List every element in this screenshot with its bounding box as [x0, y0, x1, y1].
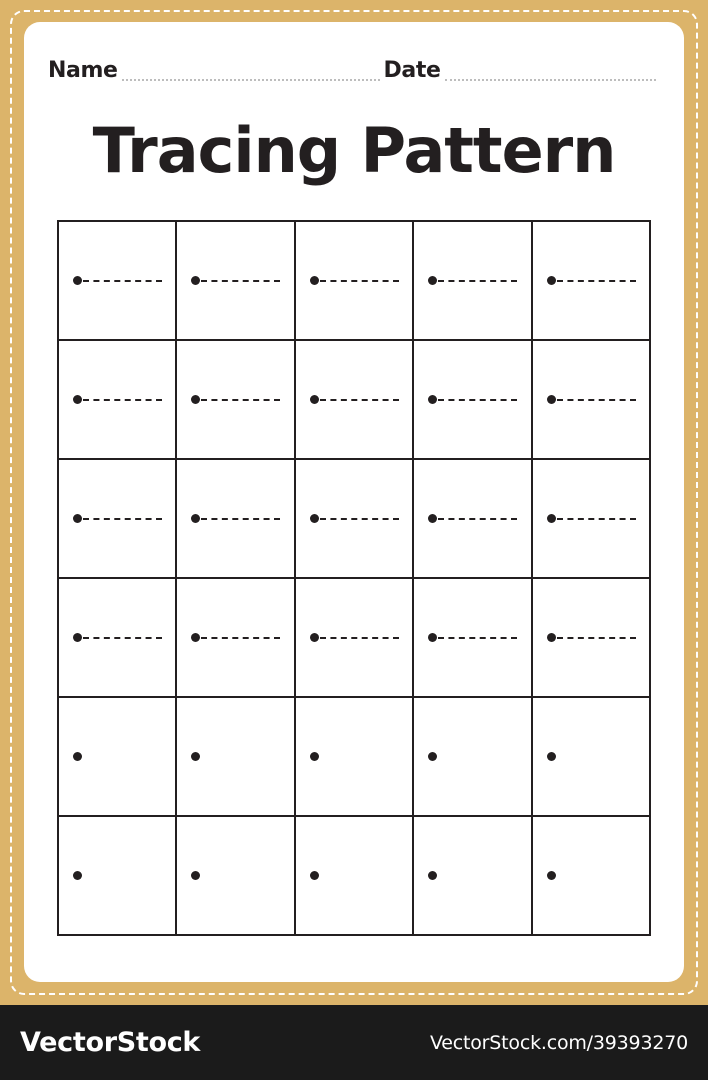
- tracing-cell[interactable]: [533, 579, 651, 698]
- tracing-cell[interactable]: [296, 341, 414, 460]
- vectorstock-id: VectorStock.com/39393270: [429, 1031, 688, 1054]
- tracing-cell[interactable]: [414, 579, 532, 698]
- start-dot-icon: [73, 514, 82, 523]
- dashed-trace-line: [438, 280, 517, 282]
- dashed-trace-line: [557, 637, 636, 639]
- tracing-cell[interactable]: [414, 341, 532, 460]
- start-dot-icon: [191, 871, 200, 880]
- tracing-pattern-mark: [428, 751, 437, 763]
- start-dot-icon: [73, 276, 82, 285]
- start-dot-icon: [428, 276, 437, 285]
- worksheet-sheet: [24, 22, 684, 982]
- tracing-cell[interactable]: [533, 698, 651, 817]
- tracing-cell[interactable]: [296, 698, 414, 817]
- tracing-cell[interactable]: [177, 579, 295, 698]
- dashed-trace-line: [83, 399, 162, 401]
- tracing-cell[interactable]: [59, 579, 177, 698]
- tracing-pattern-mark: [310, 275, 399, 287]
- dashed-trace-line: [320, 399, 399, 401]
- tracing-pattern-mark: [73, 394, 162, 406]
- start-dot-icon: [547, 514, 556, 523]
- name-date-row: [48, 50, 660, 84]
- tracing-cell[interactable]: [533, 222, 651, 341]
- dashed-trace-line: [201, 637, 280, 639]
- tracing-cell[interactable]: [177, 222, 295, 341]
- dashed-trace-line: [438, 637, 517, 639]
- footer-bar: [0, 1005, 708, 1080]
- tracing-cell[interactable]: [59, 341, 177, 460]
- tracing-cell[interactable]: [296, 460, 414, 579]
- dashed-trace-line: [201, 399, 280, 401]
- start-dot-icon: [73, 871, 82, 880]
- tracing-pattern-mark: [547, 394, 636, 406]
- dashed-trace-line: [320, 280, 399, 282]
- tracing-cell[interactable]: [296, 817, 414, 936]
- dashed-trace-line: [438, 518, 517, 520]
- tracing-pattern-mark: [547, 870, 556, 882]
- tracing-pattern-mark: [310, 632, 399, 644]
- tracing-pattern-mark: [73, 870, 82, 882]
- dashed-trace-line: [557, 399, 636, 401]
- tracing-pattern-mark: [428, 394, 517, 406]
- tracing-pattern-mark: [547, 513, 636, 525]
- start-dot-icon: [428, 752, 437, 761]
- tracing-cell[interactable]: [296, 579, 414, 698]
- tracing-cell[interactable]: [533, 460, 651, 579]
- start-dot-icon: [310, 752, 319, 761]
- start-dot-icon: [428, 633, 437, 642]
- dashed-trace-line: [557, 280, 636, 282]
- tracing-pattern-mark: [428, 632, 517, 644]
- tracing-cell[interactable]: [59, 460, 177, 579]
- tracing-cell[interactable]: [59, 698, 177, 817]
- start-dot-icon: [191, 633, 200, 642]
- tracing-pattern-mark: [310, 394, 399, 406]
- dashed-trace-line: [83, 280, 162, 282]
- tracing-pattern-mark: [73, 751, 82, 763]
- tracing-pattern-mark: [191, 751, 200, 763]
- start-dot-icon: [310, 871, 319, 880]
- start-dot-icon: [191, 276, 200, 285]
- tracing-pattern-mark: [310, 870, 319, 882]
- tracing-cell[interactable]: [533, 817, 651, 936]
- tracing-pattern-mark: [547, 751, 556, 763]
- dashed-trace-line: [320, 518, 399, 520]
- name-input-line[interactable]: [122, 59, 380, 81]
- tracing-pattern-mark: [191, 632, 280, 644]
- start-dot-icon: [547, 276, 556, 285]
- start-dot-icon: [191, 752, 200, 761]
- date-label: Date: [383, 58, 441, 83]
- page-title: Tracing Pattern: [92, 114, 616, 187]
- start-dot-icon: [547, 871, 556, 880]
- tracing-pattern-mark: [547, 275, 636, 287]
- tracing-pattern-mark: [428, 870, 437, 882]
- tracing-cell[interactable]: [533, 341, 651, 460]
- dashed-trace-line: [320, 637, 399, 639]
- start-dot-icon: [73, 395, 82, 404]
- start-dot-icon: [73, 633, 82, 642]
- tracing-pattern-mark: [310, 513, 399, 525]
- tracing-cell[interactable]: [414, 817, 532, 936]
- start-dot-icon: [547, 633, 556, 642]
- dashed-trace-line: [83, 637, 162, 639]
- start-dot-icon: [191, 395, 200, 404]
- start-dot-icon: [547, 395, 556, 404]
- tracing-cell[interactable]: [414, 698, 532, 817]
- start-dot-icon: [191, 514, 200, 523]
- tracing-cell[interactable]: [177, 460, 295, 579]
- start-dot-icon: [310, 276, 319, 285]
- tracing-grid: [57, 220, 651, 936]
- start-dot-icon: [428, 514, 437, 523]
- tracing-cell[interactable]: [414, 222, 532, 341]
- tracing-pattern-mark: [73, 632, 162, 644]
- tracing-pattern-mark: [73, 275, 162, 287]
- tracing-pattern-mark: [310, 751, 319, 763]
- tracing-pattern-mark: [73, 513, 162, 525]
- vectorstock-logo: VectorStock: [20, 1027, 201, 1058]
- dashed-trace-line: [201, 518, 280, 520]
- tracing-pattern-mark: [191, 275, 280, 287]
- dashed-trace-line: [201, 280, 280, 282]
- start-dot-icon: [73, 752, 82, 761]
- start-dot-icon: [310, 514, 319, 523]
- tracing-pattern-mark: [428, 275, 517, 287]
- tracing-cell[interactable]: [59, 817, 177, 936]
- start-dot-icon: [428, 871, 437, 880]
- dashed-trace-line: [83, 518, 162, 520]
- start-dot-icon: [428, 395, 437, 404]
- dashed-trace-line: [557, 518, 636, 520]
- tracing-pattern-mark: [191, 394, 280, 406]
- tracing-cell[interactable]: [414, 460, 532, 579]
- start-dot-icon: [310, 395, 319, 404]
- tracing-cell[interactable]: [59, 222, 177, 341]
- tracing-cell[interactable]: [177, 817, 295, 936]
- tracing-cell[interactable]: [177, 698, 295, 817]
- tracing-pattern-mark: [428, 513, 517, 525]
- start-dot-icon: [547, 752, 556, 761]
- tracing-pattern-mark: [547, 632, 636, 644]
- tracing-cell[interactable]: [177, 341, 295, 460]
- start-dot-icon: [310, 633, 319, 642]
- tracing-pattern-mark: [191, 513, 280, 525]
- date-input-line[interactable]: [445, 59, 657, 81]
- name-label: Name: [48, 58, 118, 83]
- tracing-pattern-mark: [191, 870, 200, 882]
- dashed-trace-line: [438, 399, 517, 401]
- tracing-cell[interactable]: [296, 222, 414, 341]
